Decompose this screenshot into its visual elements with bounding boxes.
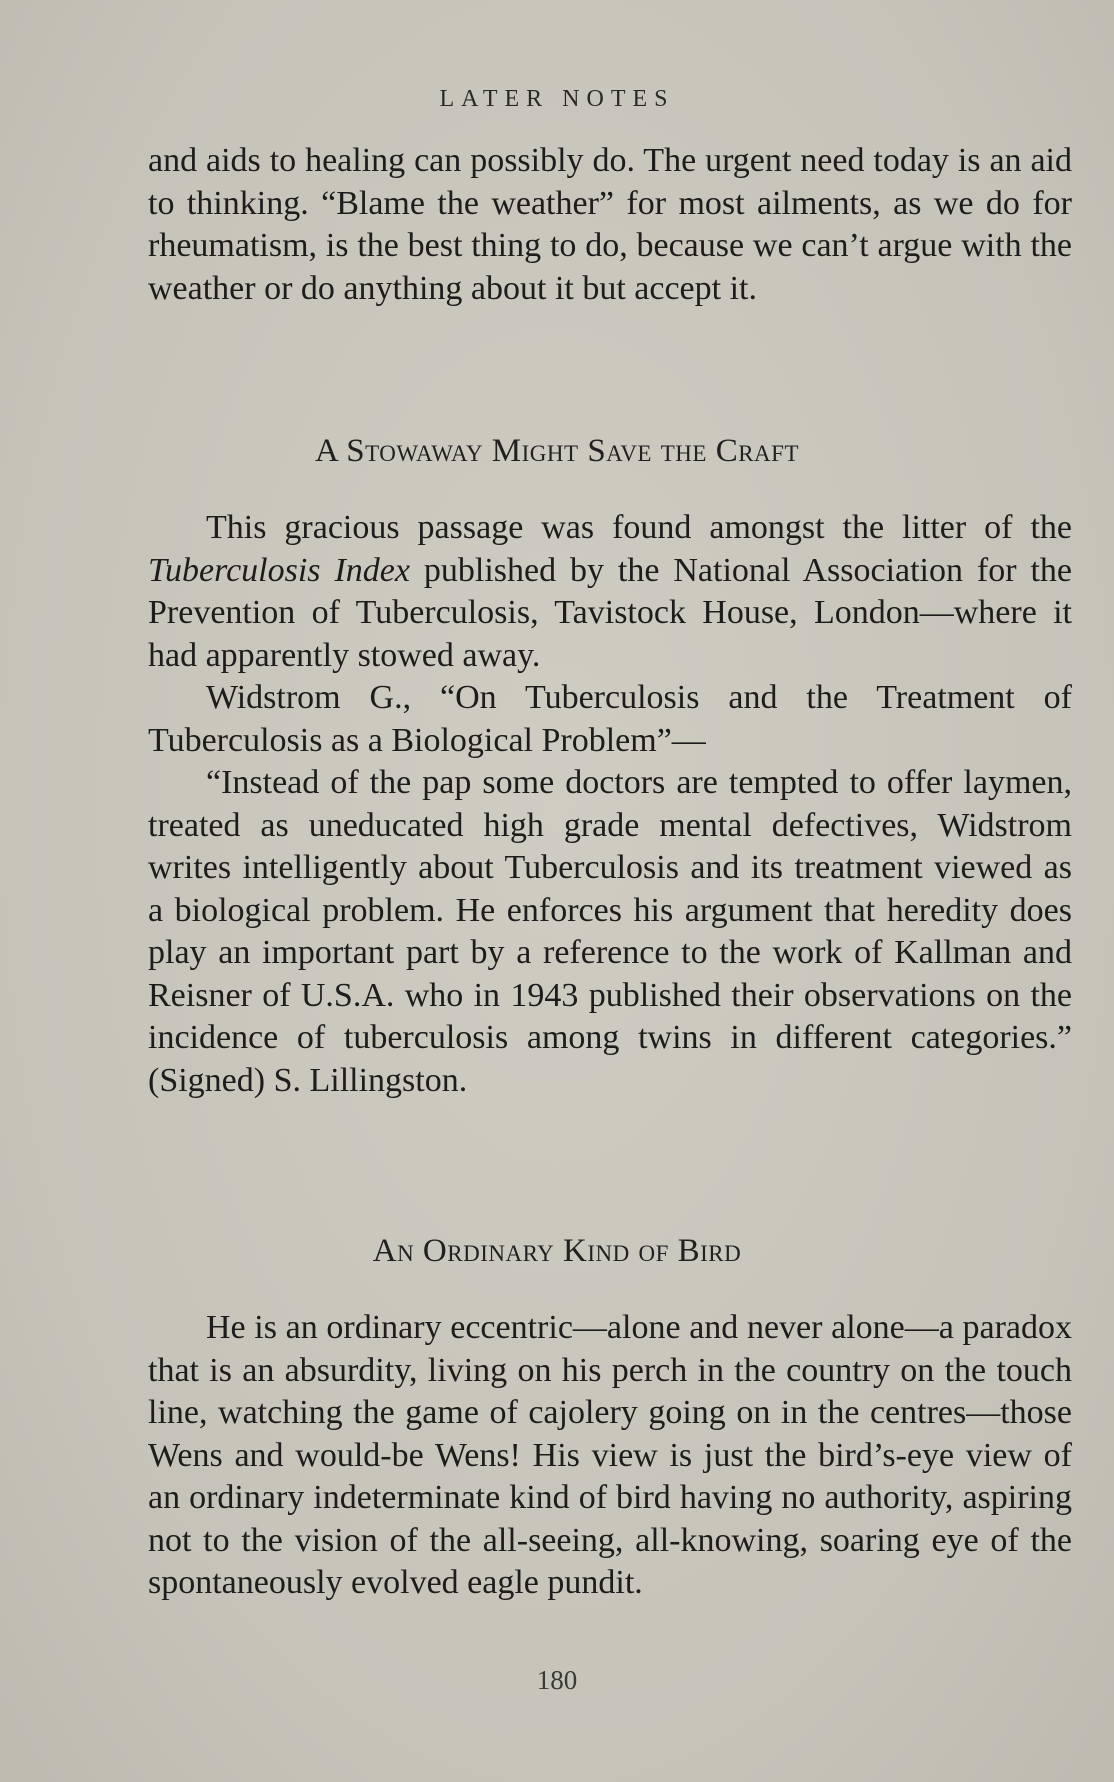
paragraph-citation: Widstrom G., “On Tuberculosis and the Treatment of Tuberculosis as a Biological Problem”—	[148, 679, 1072, 759]
publication-title: Tuberculosis Index	[148, 551, 410, 589]
paragraph-tuberculosis-index	[148, 507, 1072, 677]
opening-paragraph: and aids to healing can possibly do. The urgent need today is an aid to thinking. “Blame the weather” for most ailments, as we do for rheumatism, is the best thing to do, because we can’t argue with the weather or do anything about it but accept it.	[148, 142, 1072, 307]
section-heading-stowaway: A Stowaway Might Save the Craft	[315, 433, 799, 469]
section-body-bird	[148, 1307, 1072, 1605]
running-head: LATER NOTES	[439, 86, 675, 112]
page-number: 180	[536, 1665, 578, 1695]
section-body-stowaway	[148, 507, 1072, 1102]
paragraph-ordinary-bird: He is an ordinary eccentric—alone and never alone—a paradox that is an absurdity, living on his perch in the country on the touch line, watching the game of cajolery going on in the centres—those Wens and would-be Wens! His view is just the bird’s-eye view of an ordinary indeterminate kind of bird having no authority, aspiring not to the vision of the all-seeing, all-knowing, soaring eye of the spontaneously evolved eagle pundit.	[148, 1309, 1072, 1601]
opening-text	[148, 140, 1072, 310]
section-heading-bird: An Ordinary Kind of Bird	[372, 1233, 742, 1269]
paragraph-text: This gracious passage was found amongst the litter of the	[206, 509, 1072, 546]
paragraph-quotation: “Instead of the pap some doctors are tempted to offer laymen, treated as uneducated high grade mental defectives, Widstrom writes intelligently about Tuberculosis and its treatment viewed as a biological problem. He enforces his argument that heredity does play an important part by a reference to the work of Kallman and Reisner of U.S.A. who in 1943 published their observations on the incidence of tuberculosis among twins in different categories.” (Signed) S. Lillingston.	[148, 764, 1072, 1099]
paragraph-text: published by the National Association for the Prevention of Tuberculosis, Tavistock House, London—where it had apparently stowed away.	[148, 551, 1073, 674]
